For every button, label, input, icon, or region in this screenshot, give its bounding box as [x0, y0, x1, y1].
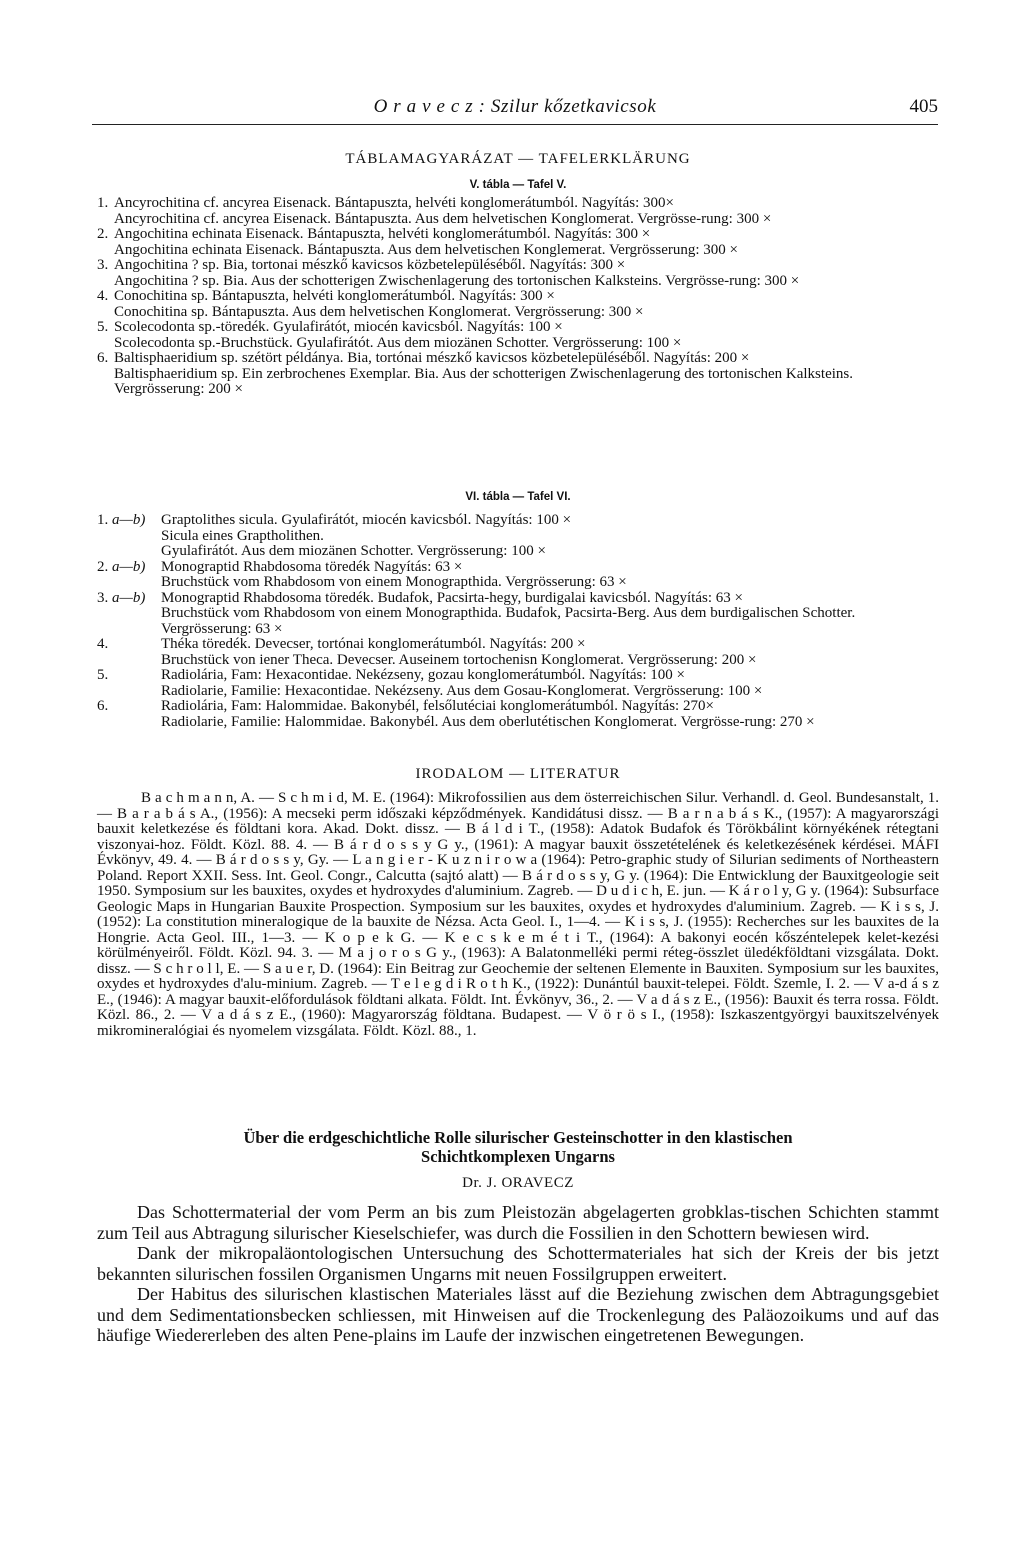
- entry-line: Bruchstück vom Rhabdosom von einem Monograpthida. Vergrösserung: 63 ×: [161, 574, 627, 590]
- entry-german: Angochitina echinata Eisenack. Bántapuszta. Aus dem helvetischen Konglemerat. Vergrösserung: 300 ×: [114, 241, 738, 258]
- entry-number: 4.: [97, 636, 109, 652]
- entry-german: Conochitina sp. Bántapuszta. Aus dem helvetischen Konglomerat. Vergrösserung: 300 ×: [114, 303, 644, 320]
- literature-list: [97, 791, 939, 1039]
- entry-line: Sicula eines Graptholithen.: [161, 527, 324, 544]
- entry-number: 1.: [97, 195, 109, 211]
- abstract-title-line: Schichtkomplexen Ungarns: [421, 1147, 615, 1166]
- entry-line: Radiolarie, Familie: Halommidae. Bakonybél. Aus dem oberlutétischen Konglomerat. Vergrösse-rung: 270 ×: [161, 713, 815, 730]
- entry-german: Baltisphaeridium sp. Ein zerbrochenes Exemplar. Bia. Aus der schotterigen Zwischenlagerung des tortonischen Kalksteins. Vergrösserung: 200 ×: [114, 365, 853, 397]
- table5-entry: [97, 351, 939, 398]
- table6-entry: [97, 591, 939, 638]
- literature-title: IRODALOM — LITERATUR: [415, 766, 621, 782]
- entry-german: Ancyrochitina cf. ancyrea Eisenack. Bántapuszta. Aus dem helvetischen Konglomerat. Vergrösse-rung: 300 ×: [114, 210, 772, 227]
- literature-text: B a c h m a n n, A. — S c h m i d, M. E. (1964): Mikrofossilien aus dem österreichischen Silur. Verhandl. d. Geol. Bundesanstalt, 1. — B a r a b á s A., (1956): A mecseki perm időszaki képződmények. Kandidátusi dissz. — B a r n a b á s K., (1957): A magyarországi bauxit keletkezése és földtani kora. Akad. Dokt. dissz. — B á l d i T., (1958): Adatok Budafok és Törökbálint környékének rétegtani viszonyai-hoz. Földt. Közl. 88. 4. — B á r d o s s y G y., (1961): A magyar bauxit összetételének és keletkezésének kérdései. MÁFI Évkönyv, 49. 4. — B á r d o s s y, Gy. — L a n g i e r - K u z n i r o w a (1964): Petro-graphic study of Silurian sediments of Northeastern Poland. Report XXII. Sess. Int. Geol. Congr., Calcutta (sajtó alatt) — B á r d o s s y, G y. (1964): Die Entwicklung der Bauxitgeologie seit 1950. Symposium sur les bauxites, oxydes et hydroxydes d'aluminium. Zagreb. — D u d i c h, E. jun. — K á r o l y, G y. (1964): Subsurface Geologic Maps in Hungarian Bauxite Prospection. Symposium sur les bauxites, oxydes et hydroxydes d'aluminium. Zagreb. — K i s s, J. (1952): La constitution mineralogique de la bauxite de Nézsa. Acta Geol. I., 1—4. — K i s s, J. (1955): Recherches sur les bauxites de la Hongrie. Acta Geol. III., 1—3. — K o p e k G. — K e c s k e m é t i T., (1964): A bakonyi eocén kőszéntelepek kelet-kezési körülményeiről. Földt. Közl. 94. 3. — M a j o r o s G y., (1963): A Balatonmelléki permi réteg-összlet üledékföldtani vizsgálata. Dokt. dissz. — S c h r o l l, E. — S a u e r, D. (1964): Ein Beitrag zur Geochemie der seltenen Elemente in Bauxiten. Symposium sur les bauxites, oxydes et hydroxydes d'alu-minium. Zagreb. — T e l e g d i R o t h K., (1922): Dunántúl bauxit-telepei. Földt. Szemle, I. 2. — V a-d á s z E., (1946): A magyar bauxit-előfordulások földtani alkata. Földt. Int. Évkönyv, 36., 2. — V a d á s z E., (1956): Bauxit és terra rossa. Földt. Közl. 86., 2. — V a d á s z E., (1960): Magyarország földtana. Budapest. — V ö r ö s I., (1958): Iszkaszentgyörgyi bauxitszelvények mikromineralógiai és nyomelem vizsgálata. Földt. Közl. 88., 1.: [97, 790, 939, 1039]
- entry-line: Monograptid Rhabdosoma töredék. Budafok, Pacsirta-hegy, burdigalai kavicsból. Nagyítás: 63 ×: [161, 589, 743, 606]
- entry-hungarian: Baltisphaeridium sp. szétört példánya. Bia, tortónai mészkő kavicsos közbetelepüléséből. Nagyítás: 200 ×: [114, 350, 750, 366]
- abstract-title-line: Über die erdgeschichtliche Rolle silurischer Gesteinschotter in den klastischen: [243, 1128, 793, 1147]
- table5-entry: [97, 320, 939, 351]
- entry-line: Théka töredék. Devecser, tortónai konglomerátumból. Nagyítás: 200 ×: [161, 636, 586, 652]
- entry-number: 5.: [97, 319, 109, 335]
- entry-number: 1.: [97, 512, 109, 528]
- abstract-title: [97, 1128, 939, 1166]
- abstract-body: [97, 1202, 939, 1346]
- entry-hungarian: Conochitina sp. Bántapuszta, helvéti konglomerátumból. Nagyítás: 300 ×: [114, 288, 555, 304]
- abstract-paragraph: Der Habitus des silurischen klastischen Materiales lässt auf die Beziehung zwischen dem Abtragungsgebiet und dem Sedimentationsbecken schliessen, mit Hinweisen auf die Trockenlegung des Paläozoikums und auf das häufige Wiedererleben des alten Pene-plains im Laufe der inzwischen eingetretenen Bewegungen.: [97, 1284, 939, 1345]
- entry-line: Bruchstück von iener Theca. Devecser. Auseinem tortochenisn Konglomerat. Vergrösserung: 200 ×: [161, 651, 757, 668]
- entry-number: 3.: [97, 257, 109, 273]
- entry-line: Radiolária, Fam: Halommidae. Bakonybél, felsőlutéciai konglomerátumból. Nagyítás: 270×: [161, 698, 714, 714]
- table6-title: VI. tábla — Tafel VI.: [465, 491, 571, 503]
- table5-entry: [97, 196, 939, 227]
- entry-number: 3.: [97, 589, 109, 606]
- abstract-paragraph: Das Schottermaterial der vom Perm an bis zum Pleistozän abgelagerten grobklas-tischen Schichten stammt zum Teil aus Abtragung silurischer Kieselschiefer, was durch die Fossilien in den Schottern bewiesen wird.: [97, 1202, 939, 1243]
- running-title: O r a v e c z : Szilur kőzetkavicsok: [373, 96, 657, 117]
- author-name: Dr. J. ORAVECZ: [462, 1175, 574, 1191]
- table6-entry: [97, 668, 939, 699]
- table5-title: V. tábla — Tafel V.: [469, 179, 567, 191]
- entry-label: a—b): [112, 512, 146, 528]
- table6-entry: [97, 699, 939, 730]
- page-number: 405: [909, 96, 938, 117]
- entry-german: Angochitina ? sp. Bia. Aus der schotterigen Zwischenlagerung des tortonischen Kalksteins. Vergrösse-rung: 300 ×: [114, 272, 800, 289]
- table5-entry: [97, 227, 939, 258]
- entry-number: 5.: [97, 667, 109, 683]
- entry-hungarian: Angochitina ? sp. Bia, tortonai mészkő kavicsos közbetelepüléséből. Nagyítás: 300 ×: [114, 257, 626, 273]
- entry-line: Radiolarie, Familie: Hexacontidae. Nekézseny. Aus dem Gosau-Konglomerat. Vergrösserung: 100 ×: [161, 682, 763, 699]
- table6-list: [97, 513, 939, 730]
- entry-number: 2.: [97, 226, 109, 242]
- entry-label: a—b): [112, 589, 146, 606]
- entry-line: Monograptid Rhabdosoma töredék Nagyítás: 63 ×: [161, 558, 463, 575]
- table6-entry: [97, 560, 939, 591]
- entry-german: Scolecodonta sp.-Bruchstück. Gyulafirátót. Aus dem miozänen Schotter. Vergrösserung: 100 ×: [114, 334, 682, 351]
- entry-number: 6.: [97, 698, 109, 714]
- section-title: TÁBLAMAGYARÁZAT — TAFELERKLÄRUNG: [345, 151, 691, 167]
- entry-hungarian: Scolecodonta sp.-töredék. Gyulafirátót, miocén kavicsból. Nagyítás: 100 ×: [114, 319, 563, 335]
- table6-entry: [97, 513, 939, 560]
- table6-entry: [97, 637, 939, 668]
- entry-hungarian: Angochitina echinata Eisenack. Bántapuszta, helvéti konglomerátumból. Nagyítás: 300 ×: [114, 226, 651, 242]
- entry-number: 4.: [97, 288, 109, 304]
- entry-line: Radiolária, Fam: Hexacontidae. Nekézseny, gozau konglomerátumból. Nagyítás: 100 ×: [161, 667, 686, 683]
- table5-list: [97, 196, 939, 398]
- entry-line: Graptolithes sicula. Gyulafirátót, miocén kavicsból. Nagyítás: 100 ×: [161, 512, 572, 528]
- table5-entry: [97, 258, 939, 289]
- running-header: [92, 96, 938, 122]
- entry-label: a—b): [112, 558, 146, 575]
- entry-line: Bruchstück vom Rhabdosom von einem Monograpthida. Budafok, Pacsirta-Berg. Aus dem burdigalischen Schotter. Vergrösserung: 63 ×: [161, 605, 856, 637]
- entry-number: 2.: [97, 558, 109, 575]
- entry-hungarian: Ancyrochitina cf. ancyrea Eisenack. Bántapuszta, helvéti konglomerátumból. Nagyítás: 300×: [114, 195, 674, 211]
- entry-line: Gyulafirátót. Aus dem miozänen Schotter. Vergrösserung: 100 ×: [161, 543, 546, 559]
- abstract-paragraph: Dank der mikropaläontologischen Untersuchung des Schottermateriales hat sich der Kreis der bis jetzt bekannten silurischen fossilen Organismen Ungarns mit neuen Fossilgruppen erweitert.: [97, 1243, 939, 1284]
- header-rule: [92, 124, 938, 125]
- entry-number: 6.: [97, 350, 109, 366]
- table5-entry: [97, 289, 939, 320]
